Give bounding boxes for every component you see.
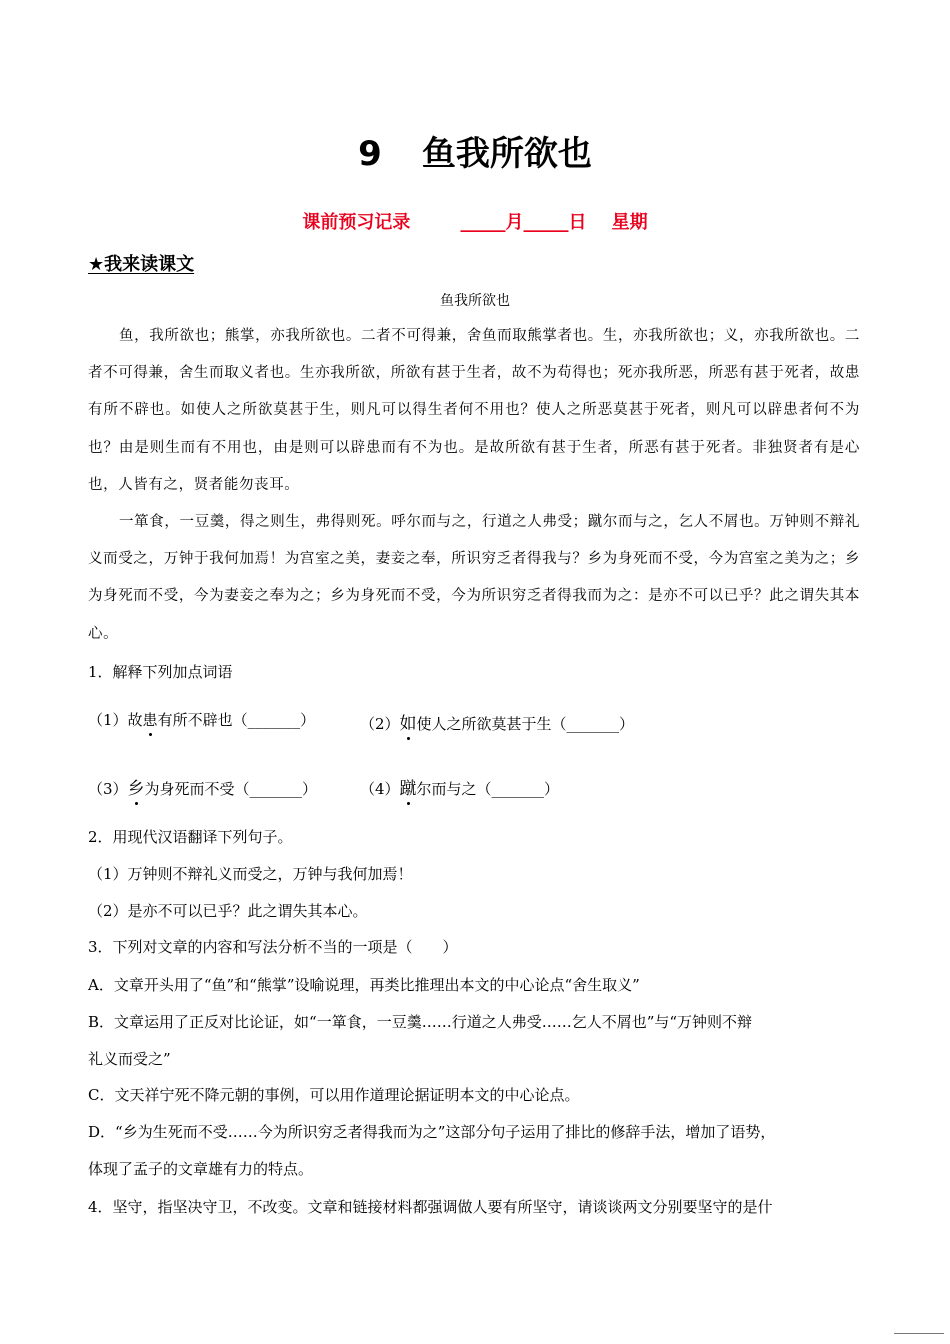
question-3-option-d-line-1: D．“乡为生死而不受……今为所识穷乏者得我而为之”这部分句子运用了排比的修辞手法，增加了语势， bbox=[88, 1123, 776, 1141]
vocab-item-3-dotted: 乡 bbox=[128, 774, 145, 799]
question-3-option-c: C．文天祥宁死不降元朝的事例，可以用作道理论据证明本文的中心论点。 bbox=[88, 1086, 580, 1104]
vocab-item-2-dotted: 如 bbox=[400, 709, 417, 734]
lesson-number: 9 bbox=[358, 134, 382, 174]
vocab-item-4-dotted: 蹴 bbox=[400, 774, 417, 799]
question-3-option-b-line-1: B．文章运用了正反对比论证，如“一箪食，一豆羹……行道之人弗受……乞人不屑也”与“万钟则不辩 bbox=[88, 1013, 753, 1031]
vocab-item-4 bbox=[360, 774, 559, 799]
vocab-item-4-post: 尔而与之（_______） bbox=[416, 780, 560, 798]
vocab-item-3-post: 为身死而不受（_______） bbox=[144, 780, 318, 798]
vocab-item-1 bbox=[88, 709, 315, 730]
vocab-item-2-post: 使人之所欲莫甚于生（_______） bbox=[416, 715, 635, 733]
text-paragraph-1: 鱼，我所欲也；熊掌，亦我所欲也。二者不可得兼，舍鱼而取熊掌者也。生，亦我所欲也；义，亦我所欲也。二者不可得兼，舍生而取义者也。生亦我所欲，所欲有甚于生者，故不为苟得也；死亦我所恶，所恶有甚于死者，故患有所不辟也。如使人之所欲莫甚于生，则凡可以得生者何不用也？使人之所恶莫甚于死者，则凡可以辟患者何不为也？由是则生而有不用也，由是则可以辟患而有不为也。是故所欲有甚于生者，所恶有甚于死者。非独贤者有是心也，人皆有之，贤者能勿丧耳。 bbox=[88, 328, 860, 493]
text-title: 鱼我所欲也 bbox=[440, 293, 510, 309]
vocab-item-2-pre: （2） bbox=[360, 715, 400, 733]
question-2-stem: 2．用现代汉语翻译下列句子。 bbox=[88, 828, 293, 846]
question-3-option-d-line-2: 体现了孟子的文章雄有力的特点。 bbox=[88, 1160, 314, 1178]
question-3-option-b-line-2: 礼义而受之” bbox=[88, 1050, 171, 1068]
question-4-stem: 4．坚守，指坚决守卫，不改变。文章和链接材料都强调做人要有所坚守，请谈谈两文分别要坚守的是什 bbox=[88, 1198, 773, 1216]
vocab-item-3 bbox=[88, 774, 317, 799]
vocab-item-4-pre: （4） bbox=[360, 780, 400, 798]
lesson-title: 鱼我所欲也 bbox=[421, 134, 592, 174]
question-3-stem: 3．下列对文章的内容和写法分析不当的一项是（ ） bbox=[88, 938, 458, 956]
question-2-item-2: （2）是亦不可以已乎？此之谓失其本心。 bbox=[88, 902, 368, 920]
question-1-stem: 1．解释下列加点词语 bbox=[88, 663, 233, 681]
question-2-item-1: （1）万钟则不辩礼义而受之，万钟与我何加焉！ bbox=[88, 865, 413, 883]
vocab-item-3-pre: （3） bbox=[88, 780, 128, 798]
vocab-item-1-pre: （1）故 bbox=[88, 711, 143, 729]
page-title bbox=[0, 126, 950, 175]
section-heading: ★我来读课文 bbox=[88, 254, 195, 275]
question-3-option-a: A．文章开头用了“鱼”和“熊掌”设喻说理，再类比推理出本文的中心论点“舍生取义” bbox=[88, 976, 640, 994]
vocab-item-1-post: 有所不辟也（_______） bbox=[157, 711, 316, 729]
page-corner-mark bbox=[894, 1333, 944, 1340]
vocab-item-1-dotted: 患 bbox=[142, 711, 158, 729]
text-paragraph-2: 一箪食，一豆羹，得之则生，弗得则死。呼尔而与之，行道之人弗受；蹴尔而与之，乞人不屑也。万钟则不辩礼义而受之，万钟于我何加焉！为宫室之美，妻妾之奉，所识穷乏者得我与？乡为身死而不受，今为宫室之美为之；乡为身死而不受，今为妻妾之奉为之；乡为身死而不受，今为所识穷乏者得我而为之：是亦不可以已乎？此之谓失其本心。 bbox=[88, 514, 860, 642]
preview-record-line: 课前预习记录 _____月_____日 星期 bbox=[302, 212, 648, 233]
vocab-item-2 bbox=[360, 709, 634, 734]
